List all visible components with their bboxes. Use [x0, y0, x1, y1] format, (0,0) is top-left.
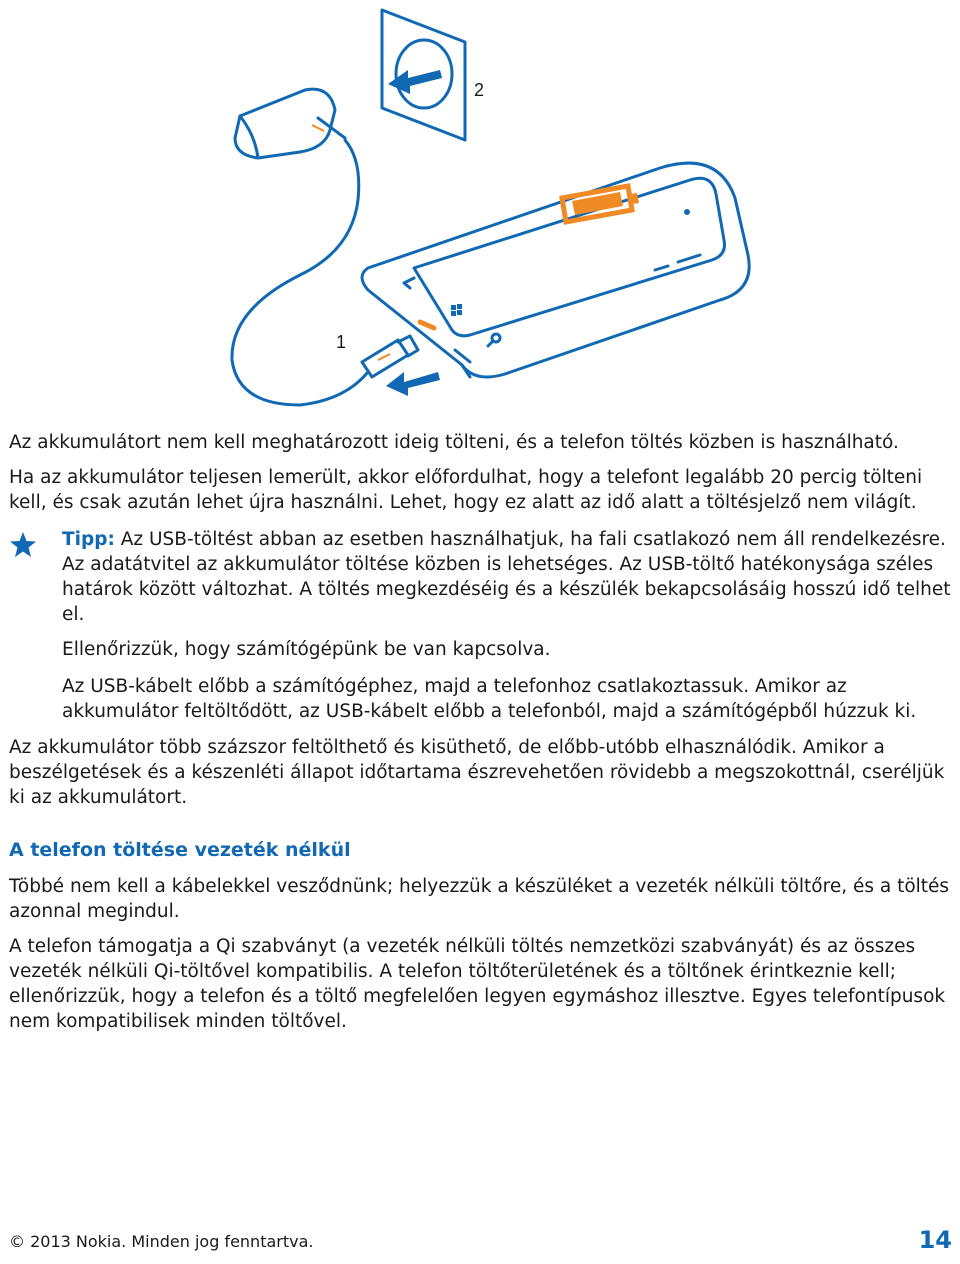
paragraph-qi-standard: A telefon támogatja a Qi szabványt (a vezeték nélküli töltés nemzetközi szabványát) és az összes vezeték nélküli Qi-töltővel kompatibilis. A telefon töltőterületének és a töltőnek érintkeznie kell; ellenőrizzük, hogy a telefon és a töltő megfelelően legyen egymáshoz illesztve. Egyes telefontípusok nem kompatibilisek minden töltővel.: [9, 936, 946, 1032]
usb-cable: [232, 140, 368, 405]
tip-paragraph: [62, 527, 959, 627]
usb-connector: [362, 340, 408, 377]
charger-plug: [235, 89, 335, 158]
paragraph-battery-wear: Az akkumulátor több százszor feltölthető és kisüthető, de előbb-utóbb elhasználódik. Amikor a beszélgetések és a készenléti állapot időtartama észrevehetően rövidebb a megszokottnál, cseréljük ki az akkumulátort.: [9, 737, 945, 808]
label-2: 2: [474, 80, 485, 100]
arrow-1-icon: [386, 372, 440, 396]
tip-paragraph-cable: Az USB-kábelt előbb a számítógéphez, majd a telefonhoz csatlakoztassuk. Amikor az akkumulátor feltöltődött, az USB-kábelt előbb a telefonból, majd a számítógépből húzzuk ki.: [62, 676, 917, 722]
tip-paragraph-computer: Ellenőrizzük, hogy számítógépünk be van kapcsolva.: [62, 639, 551, 660]
page-number: 14: [918, 1226, 952, 1254]
paragraph-battery-empty: Ha az akkumulátor teljesen lemerült, akkor előfordulhat, hogy a telefont legalább 20 percig tölteni kell, és csak azután lehet újra használni. Lehet, hogy ez alatt az idő alatt a töltésjelző nem világít.: [9, 467, 923, 513]
tip-label: Tipp:: [62, 529, 115, 550]
phone-body: [362, 163, 749, 377]
footer-copyright: © 2013 Nokia. Minden jog fenntartva.: [9, 1232, 314, 1251]
label-1: 1: [336, 332, 347, 352]
tip-text: Az USB-töltést abban az esetben használhatjuk, ha fali csatlakozó nem áll rendelkezésre. Az adatátvitel az akkumulátor töltése közben is lehetséges. Az USB-töltő hatékonysága széles határok között változhat. A töltés megkezdéséig és a készülék bekapcsolásáig hosszú idő telhet el.: [62, 529, 951, 625]
charging-illustration: [0, 0, 960, 420]
section-heading: A telefon töltése vezeték nélkül: [9, 839, 351, 861]
star-icon: [8, 530, 38, 560]
paragraph-intro: Az akkumulátort nem kell meghatározott ideig tölteni, és a telefon töltés közben is használható.: [9, 432, 899, 453]
paragraph-wireless-intro: Többé nem kell a kábelekkel vesződnünk; helyezzük a készüléket a vezeték nélküli töltőre, és a töltés azonnal megindul.: [9, 876, 950, 922]
